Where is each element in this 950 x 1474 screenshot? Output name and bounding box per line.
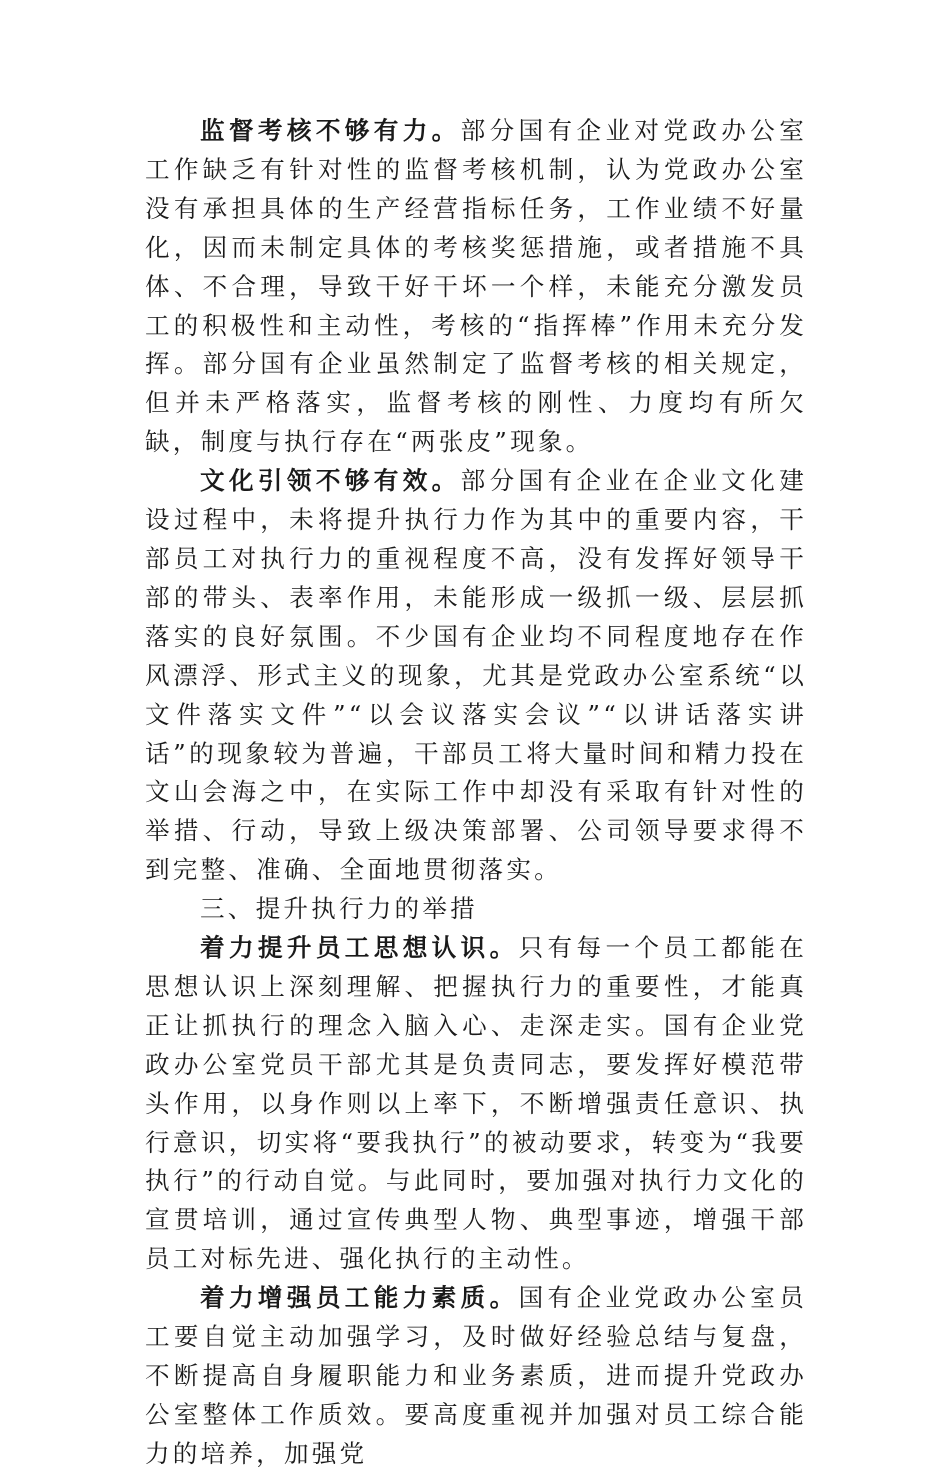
paragraph-supervision <box>145 112 807 462</box>
paragraph-text: 只有每一个员工都能在思想认识上深刻理解、把握执行力的重要性，才能真正让抓执行的理念入脑入心、走深走实。国有企业党政办公室党员干部尤其是负责同志，要发挥好模范带头作用，以身作则以上率下，不断增强责任意识、执行意识，切实将“要我执行”的被动要求，转变为“我要执行”的行动自觉。与此同时，要加强对执行力文化的宣贯培训，通过宣传典型人物、典型事迹，增强干部员工对标先进、强化执行的主动性。 <box>145 933 807 1274</box>
section-heading: 三、提升执行力的举措 <box>200 894 478 924</box>
paragraph-culture <box>145 462 807 890</box>
paragraph-lead: 着力增强员工能力素质。 <box>200 1283 519 1313</box>
paragraph-ability <box>145 1279 807 1474</box>
paragraph-text: 国有企业党政办公室员工要自觉主动加强学习，及时做好经验总结与复盘，不断提高自身履职能力和业务素质，进而提升党政办公室整体工作质效。要高度重视并加强对员工综合能力的培养，加强党 <box>145 1283 807 1468</box>
paragraph-text: 部分国有企业对党政办公室工作缺乏有针对性的监督考核机制，认为党政办公室没有承担具体的生产经营指标任务，工作业绩不好量化，因而未制定具体的考核奖惩措施，或者措施不具体、不合理，导致干好干坏一个样，未能充分激发员工的积极性和主动性，考核的“指挥棒”作用未充分发挥。部分国有企业虽然制定了监督考核的相关规定，但并未严格落实，监督考核的刚性、力度均有所欠缺，制度与执行存在“两张皮”现象。 <box>145 116 807 457</box>
paragraph-lead: 着力提升员工思想认识。 <box>200 933 519 963</box>
paragraph-lead: 监督考核不够有力。 <box>200 116 461 145</box>
document-body <box>145 112 807 1474</box>
paragraph-thinking <box>145 929 807 1279</box>
paragraph-lead: 文化引领不够有效。 <box>200 466 461 496</box>
paragraph-text: 部分国有企业在企业文化建设过程中，未将提升执行力作为其中的重要内容，干部员工对执行力的重视程度不高，没有发挥好领导干部的带头、表率作用，未能形成一级抓一级、层层抓落实的良好氛围。不少国有企业均不同程度地存在作风漂浮、形式主义的现象，尤其是党政办公室系统“以文件落实文件”“以会议落实会议”“以讲话落实讲话”的现象较为普遍，干部员工将大量时间和精力投在文山会海之中，在实际工作中却没有采取有针对性的举措、行动，导致上级决策部署、公司领导要求得不到完整、准确、全面地贯彻落实。 <box>145 466 807 885</box>
